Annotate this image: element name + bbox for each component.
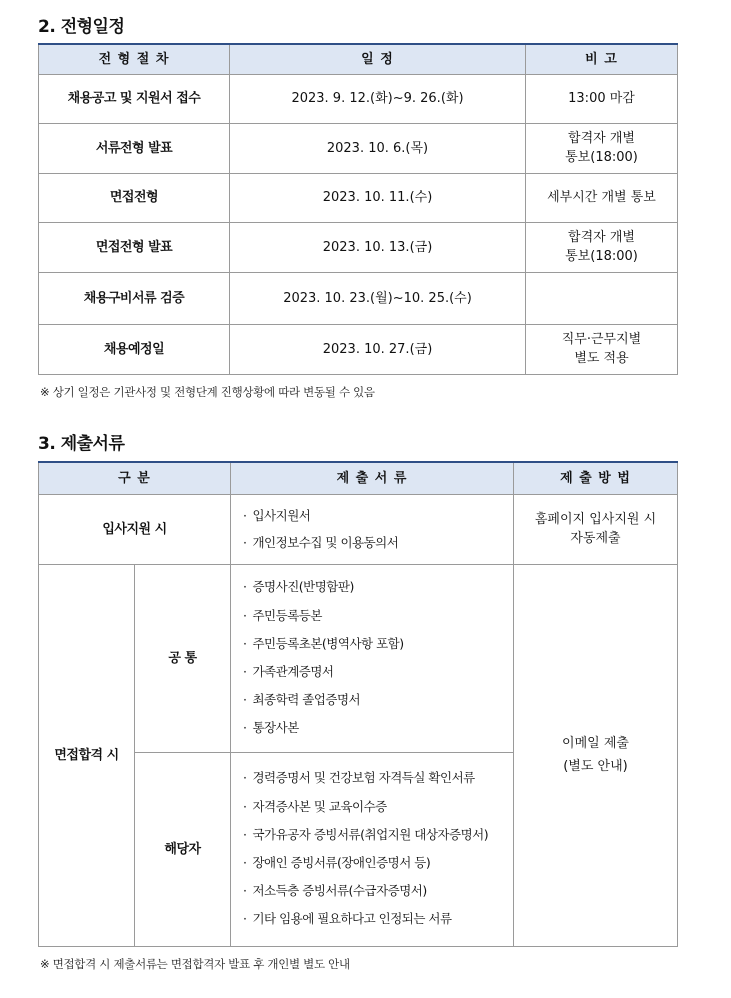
list-item: · 경력증명서 및 건강보험 자격득실 확인서류	[243, 764, 507, 792]
schedule-note-line: 직무·근무지별	[561, 332, 642, 347]
table-row	[39, 494, 678, 564]
list-item: · 입사지원서	[243, 502, 507, 529]
documents-header-method: 제 출 방 법	[514, 462, 678, 494]
schedule-note	[526, 123, 678, 173]
schedule-note	[526, 74, 678, 123]
schedule-note-line: 13:00 마감	[568, 91, 635, 106]
apply-docs-list	[237, 502, 507, 556]
table-row	[39, 173, 678, 222]
apply-method	[514, 494, 678, 564]
table-row	[39, 123, 678, 173]
list-item: · 장애인 증빙서류(장애인증명서 등)	[243, 849, 507, 877]
apply-method-line: 홈페이지 입사지원 시	[534, 512, 657, 527]
list-item: · 국가유공자 증빙서류(취업지원 대상자증명서)	[243, 821, 507, 849]
schedule-date: 2023. 10. 6.(목)	[230, 123, 526, 173]
common-docs-cell	[231, 564, 514, 752]
documents-table	[38, 461, 678, 947]
schedule-note	[526, 272, 678, 324]
table-row	[39, 74, 678, 123]
schedule-stage: 면접전형	[39, 173, 230, 222]
apply-docs-cell	[231, 494, 514, 564]
schedule-header-stage: 전 형 절 차	[39, 44, 230, 74]
documents-section-title: 3. 제출서류	[38, 434, 125, 454]
list-item: · 자격증사본 및 교육이수증	[243, 793, 507, 821]
list-item: · 가족관계증명서	[243, 658, 507, 686]
list-item: · 기타 임용에 필요하다고 인정되는 서류	[243, 905, 507, 933]
schedule-stage: 채용예정일	[39, 324, 230, 374]
list-item: · 최종학력 졸업증명서	[243, 686, 507, 714]
applicable-label: 해당자	[135, 752, 231, 946]
common-label: 공 통	[135, 564, 231, 752]
interview-method-line: 이메일 제출	[562, 736, 629, 751]
list-item: · 저소득층 증빙서류(수급자증명서)	[243, 877, 507, 905]
schedule-note	[526, 173, 678, 222]
schedule-note-line: 합격자 개별	[568, 131, 635, 146]
schedule-footnote: ※ 상기 일정은 기관사정 및 전형단계 진행상황에 따라 변동될 수 있음	[40, 385, 375, 399]
applicable-docs-list	[237, 764, 507, 933]
schedule-section-title: 2. 전형일정	[38, 17, 125, 37]
applicable-docs-cell	[231, 752, 514, 946]
apply-category: 입사지원 시	[39, 494, 231, 564]
schedule-table	[38, 43, 678, 375]
documents-header-docs: 제 출 서 류	[231, 462, 514, 494]
schedule-date: 2023. 10. 11.(수)	[230, 173, 526, 222]
schedule-date: 2023. 9. 12.(화)~9. 26.(화)	[230, 74, 526, 123]
list-item: · 증명사진(반명함판)	[243, 573, 507, 601]
schedule-note-line: 합격자 개별	[568, 230, 635, 245]
schedule-date: 2023. 10. 13.(금)	[230, 222, 526, 272]
interview-category: 면접합격 시	[39, 564, 135, 946]
table-row	[39, 564, 678, 752]
documents-footnote: ※ 면접합격 시 제출서류는 면접합격자 발표 후 개인별 별도 안내	[40, 957, 350, 971]
schedule-stage: 면접전형 발표	[39, 222, 230, 272]
schedule-note-line: 별도 적용	[574, 351, 629, 366]
schedule-stage: 서류전형 발표	[39, 123, 230, 173]
schedule-header-date: 일 정	[230, 44, 526, 74]
apply-method-line: 자동제출	[570, 531, 621, 546]
documents-header-category: 구 분	[39, 462, 231, 494]
schedule-stage: 채용구비서류 검증	[39, 272, 230, 324]
list-item: · 개인정보수집 및 이용동의서	[243, 529, 507, 556]
schedule-date: 2023. 10. 23.(월)~10. 25.(수)	[230, 272, 526, 324]
schedule-note	[526, 222, 678, 272]
schedule-stage: 채용공고 및 지원서 접수	[39, 74, 230, 123]
interview-method	[514, 564, 678, 946]
table-row	[39, 272, 678, 324]
common-docs-list	[237, 573, 507, 742]
schedule-date: 2023. 10. 27.(금)	[230, 324, 526, 374]
table-row	[39, 222, 678, 272]
schedule-note-line: 통보(18:00)	[565, 249, 638, 264]
schedule-header-note: 비 고	[526, 44, 678, 74]
list-item: · 통장사본	[243, 714, 507, 742]
list-item: · 주민등록초본(병역사항 포함)	[243, 630, 507, 658]
table-row	[39, 324, 678, 374]
schedule-note-line: 세부시간 개별 통보	[547, 190, 656, 205]
schedule-note	[526, 324, 678, 374]
list-item: · 주민등록등본	[243, 602, 507, 630]
schedule-note-line: 통보(18:00)	[565, 150, 638, 165]
interview-method-line: (별도 안내)	[563, 759, 628, 774]
